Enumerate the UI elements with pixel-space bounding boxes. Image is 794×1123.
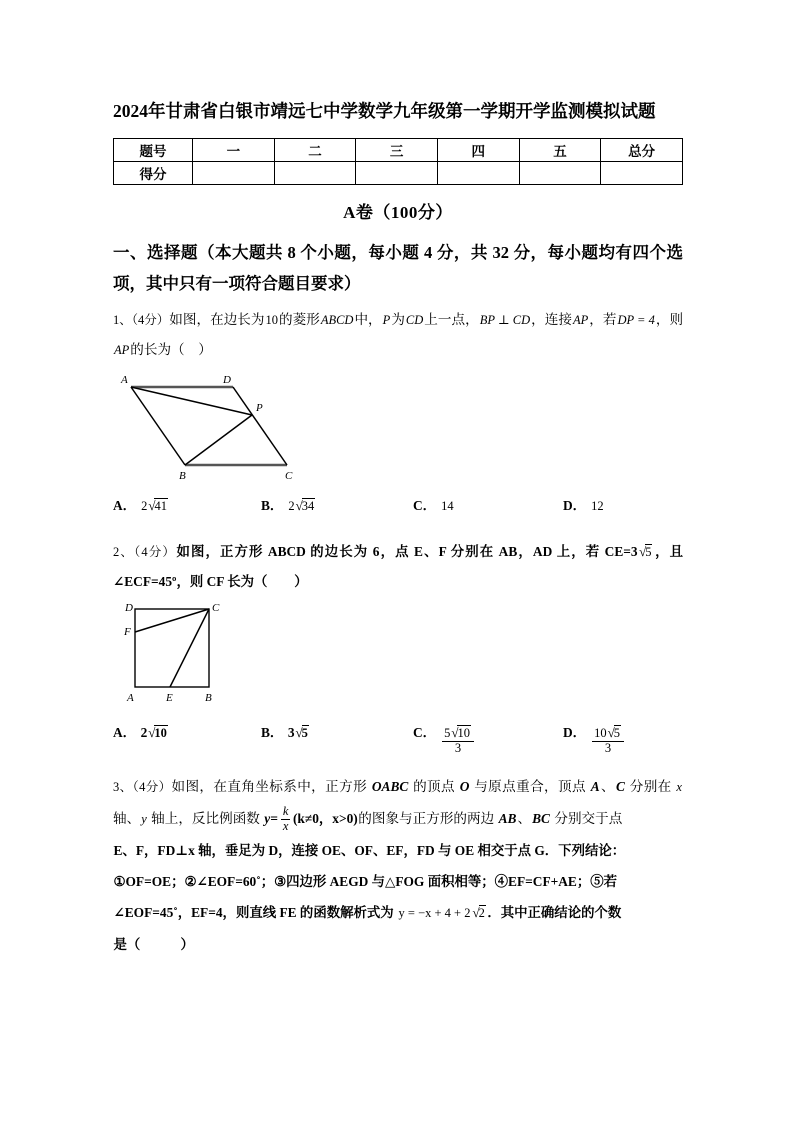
choice-d-num-radicand: 5 xyxy=(613,726,620,740)
choice-a-value xyxy=(140,718,169,748)
question-2-choice-c[interactable] xyxy=(413,718,563,755)
sqrt-icon: √41 xyxy=(148,498,167,513)
choice-label-b: B． xyxy=(261,725,284,740)
question-1-symbol-cd: CD xyxy=(405,313,424,327)
choice-b-radicand: 5 xyxy=(301,726,308,740)
question-3-conclusions-intro xyxy=(113,835,683,866)
question-2-choice-d[interactable] xyxy=(563,718,626,755)
question-1-condition-perpendicular: BP ⊥ CD xyxy=(479,313,531,327)
question-3-symbol-bc: BC xyxy=(532,811,550,826)
question-3-symbol-ab: AB xyxy=(498,811,517,826)
question-3-points: （4分） xyxy=(132,780,172,794)
question-2-text-1: 如图，正方形 ABCD 的边长为 6，点 E、F 分别在 AB，AD 上，若 CE=3 xyxy=(176,544,638,559)
question-3-symbol-a: A xyxy=(590,779,600,794)
choice-d-value: 12 xyxy=(591,499,604,513)
question-1-choice-c[interactable] xyxy=(413,491,563,521)
question-1-symbol-ap: AP xyxy=(572,313,589,327)
score-table xyxy=(113,138,683,185)
figure-2-label-a: A xyxy=(127,692,134,704)
question-3-conclusion-5 xyxy=(113,897,683,929)
page-title: 2024年甘肃省白银市靖远七中学数学九年级第一学期开学监测模拟试题 xyxy=(113,101,656,121)
choice-d-numerator xyxy=(592,726,624,741)
figure-2-label-d: D xyxy=(125,602,133,614)
question-3-answer-prompt xyxy=(113,929,683,960)
table-cell-score-5[interactable] xyxy=(519,162,601,185)
table-cell-score-label: 得分 xyxy=(114,162,193,185)
question-3-line-1a: 如图，在直角坐标系中，正方形 xyxy=(171,779,371,794)
question-1-choices xyxy=(113,491,683,521)
question-3-line-2d: 的图象与正方形的两边 xyxy=(358,811,498,826)
figure-2-label-e: E xyxy=(166,692,173,704)
question-2-choice-a[interactable] xyxy=(113,718,261,755)
table-cell-score-4[interactable] xyxy=(437,162,519,185)
figure-2-label-b: B xyxy=(205,692,212,704)
question-1-symbol-p: P xyxy=(382,313,391,327)
question-2-choices xyxy=(113,718,683,755)
question-1-choice-a[interactable] xyxy=(113,491,261,521)
question-3-symbol-x-axis: x xyxy=(676,780,682,794)
question-3-line-1b: 的顶点 xyxy=(409,779,459,794)
question-2-text-2: ，且∠ECF=45º，则 CF 长为（ ） xyxy=(113,544,683,589)
question-3-line-2a: 在 xyxy=(657,779,676,794)
question-3 xyxy=(113,771,683,835)
question-1-symbol-abcd: ABCD xyxy=(320,313,354,327)
question-1-choice-d[interactable] xyxy=(563,491,605,521)
table-cell-part-1: 一 xyxy=(193,139,275,162)
choice-label-a: A． xyxy=(113,498,137,513)
sqrt-icon: √34 xyxy=(295,498,315,513)
question-2-number: 2、 xyxy=(113,545,134,559)
question-3-line-5b: ．其中正确结论的个数 xyxy=(487,905,622,920)
choice-b-value xyxy=(287,491,317,521)
choice-c-numerator xyxy=(442,726,474,741)
sqrt-icon: √5 xyxy=(639,544,652,559)
question-3-line-2e: 、 xyxy=(517,811,532,826)
table-cell-part-5: 五 xyxy=(519,139,601,162)
question-3-fraction-numerator: k xyxy=(282,804,289,818)
question-3-line-1c: 与原点重合，顶点 xyxy=(470,779,590,794)
question-1-text-2: 的菱形 xyxy=(279,312,320,327)
choice-b-radicand: 34 xyxy=(301,499,315,513)
question-1-number: 1、 xyxy=(113,313,132,327)
question-1-text-1: 如图，在边长为 xyxy=(169,312,265,327)
question-2-choice-b[interactable] xyxy=(261,718,413,755)
choice-a-value xyxy=(140,491,170,521)
sqrt-icon: √10 xyxy=(148,725,167,740)
choice-c-num-coefficient: 5 xyxy=(444,726,451,740)
question-1-points: （4分） xyxy=(131,313,170,327)
choice-d-fraction xyxy=(590,726,626,755)
figure-1-label-b: B xyxy=(179,470,186,482)
figure-1-label-a: A xyxy=(121,374,128,386)
choice-label-b: B． xyxy=(261,498,284,513)
question-3-line-1d: 、 xyxy=(600,779,616,794)
sqrt-icon: √5 xyxy=(607,725,620,740)
sqrt-icon: √5 xyxy=(295,725,308,740)
question-3-fraction-k-over-x xyxy=(279,805,293,833)
question-1-condition-dp: DP = 4 xyxy=(617,313,655,327)
choice-a-radicand: 10 xyxy=(154,726,167,740)
question-1-choice-b[interactable] xyxy=(261,491,413,521)
figure-1-label-c: C xyxy=(285,470,293,482)
table-cell-score-2[interactable] xyxy=(274,162,356,185)
table-cell-question-no: 题号 xyxy=(114,139,193,162)
question-1-figure xyxy=(113,369,683,489)
choice-c-value: 14 xyxy=(441,499,454,513)
question-2-points: （4分） xyxy=(133,545,176,559)
question-3-number: 3、 xyxy=(113,780,133,794)
question-1 xyxy=(113,305,683,365)
question-2-figure xyxy=(113,601,683,716)
choice-label-a: A． xyxy=(113,725,137,740)
choice-d-denominator: 3 xyxy=(592,741,624,756)
question-2 xyxy=(113,537,683,597)
question-3-symbol-c: C xyxy=(616,779,625,794)
question-3-line-5a: ∠EOF=45˚，EF=4，则直线 FE 的函数解析式为 xyxy=(113,905,398,920)
table-cell-score-3[interactable] xyxy=(356,162,438,185)
table-row-header xyxy=(114,139,683,162)
table-row-score xyxy=(114,162,683,185)
question-2-ce-radicand: 5 xyxy=(645,545,652,559)
question-3-line-2f: 分别交于点 xyxy=(550,811,623,826)
figure-1-label-d: D xyxy=(223,374,231,386)
question-1-text-5: 上一点， xyxy=(424,312,479,327)
choice-c-num-radicand: 10 xyxy=(457,726,470,740)
table-cell-total: 总分 xyxy=(601,139,683,162)
question-1-text-3: 中， xyxy=(354,312,382,327)
question-3-line-radicand: 2 xyxy=(478,906,485,920)
choice-a-coefficient: 2 xyxy=(141,499,148,513)
choice-c-denominator: 3 xyxy=(442,741,474,756)
paper-section-header: A卷（100分） xyxy=(343,203,453,222)
question-1-text-9: 的长为（ ） xyxy=(130,342,212,357)
question-3-fraction-denominator: x xyxy=(282,818,289,833)
choice-label-c: C． xyxy=(413,725,437,740)
question-1-side-length: 10 xyxy=(265,313,278,327)
page-content xyxy=(113,95,683,960)
table-cell-score-1[interactable] xyxy=(193,162,275,185)
question-3-line-2b: 轴、 xyxy=(113,811,141,826)
table-cell-part-3: 三 xyxy=(356,139,438,162)
choice-a-coefficient: 2 xyxy=(140,725,148,740)
choice-a-radicand: 41 xyxy=(154,499,167,513)
choice-b-value xyxy=(287,718,310,748)
figure-2-label-f: F xyxy=(124,626,131,638)
choice-label-c: C． xyxy=(413,498,437,513)
question-1-symbol-ap-2: AP xyxy=(114,343,130,357)
question-3-conclusions-list xyxy=(113,866,683,897)
choice-label-d: D． xyxy=(563,725,587,740)
question-3-line-2c: 轴上，反比例函数 xyxy=(147,811,264,826)
figure-2-label-c: C xyxy=(212,602,220,614)
question-1-text-7: ，若 xyxy=(589,312,617,327)
question-3-line-1e: 分别 xyxy=(625,779,658,794)
question-3-symbol-oabc: OABC xyxy=(371,779,409,794)
choice-b-coefficient: 3 xyxy=(287,725,295,740)
question-1-text-8: ，则 xyxy=(655,312,684,327)
sqrt-icon: √2 xyxy=(472,905,485,920)
question-3-equation-y: y= xyxy=(264,811,278,826)
question-3-equation-condition: (k≠0，x>0) xyxy=(292,811,358,826)
question-3-line-6: 是（ ） xyxy=(113,937,194,952)
choice-d-num-coefficient: 10 xyxy=(594,726,607,740)
table-cell-part-4: 四 xyxy=(437,139,519,162)
choice-label-d: D． xyxy=(563,498,587,513)
choice-b-coefficient: 2 xyxy=(288,499,295,513)
square-abcd-svg xyxy=(113,601,313,711)
table-cell-score-total[interactable] xyxy=(601,162,683,185)
question-3-symbol-y-axis: y xyxy=(141,812,147,826)
question-3-symbol-o: O xyxy=(459,779,470,794)
table-cell-part-2: 二 xyxy=(274,139,356,162)
question-1-text-4: 为 xyxy=(391,312,405,327)
section-header-multiple-choice: 一、选择题（本大题共 8 个小题，每小题 4 分，共 32 分，每小题均有四个选项，其中只有一项符合题目要求） xyxy=(113,243,683,293)
choice-c-fraction xyxy=(440,726,476,755)
figure-1-label-p: P xyxy=(256,402,263,414)
sqrt-icon: √10 xyxy=(451,725,470,740)
question-1-text-6: ，连接 xyxy=(531,312,572,327)
question-3-line-4: ①OF=OE；②∠EOF=60˚；③四边形 AEGD 与△FOG 面积相等；④EF=CF+AE；⑤若 xyxy=(113,874,618,889)
question-3-line-equation: y = −x + 4 + 2 xyxy=(398,906,471,920)
question-3-line-3: E、F，FD⊥x 轴，垂足为 D，连接 OE、OF、EF，FD 与 OE 相交于点 G．下列结论： xyxy=(113,843,626,858)
rhombus-abcd-svg xyxy=(113,369,343,484)
